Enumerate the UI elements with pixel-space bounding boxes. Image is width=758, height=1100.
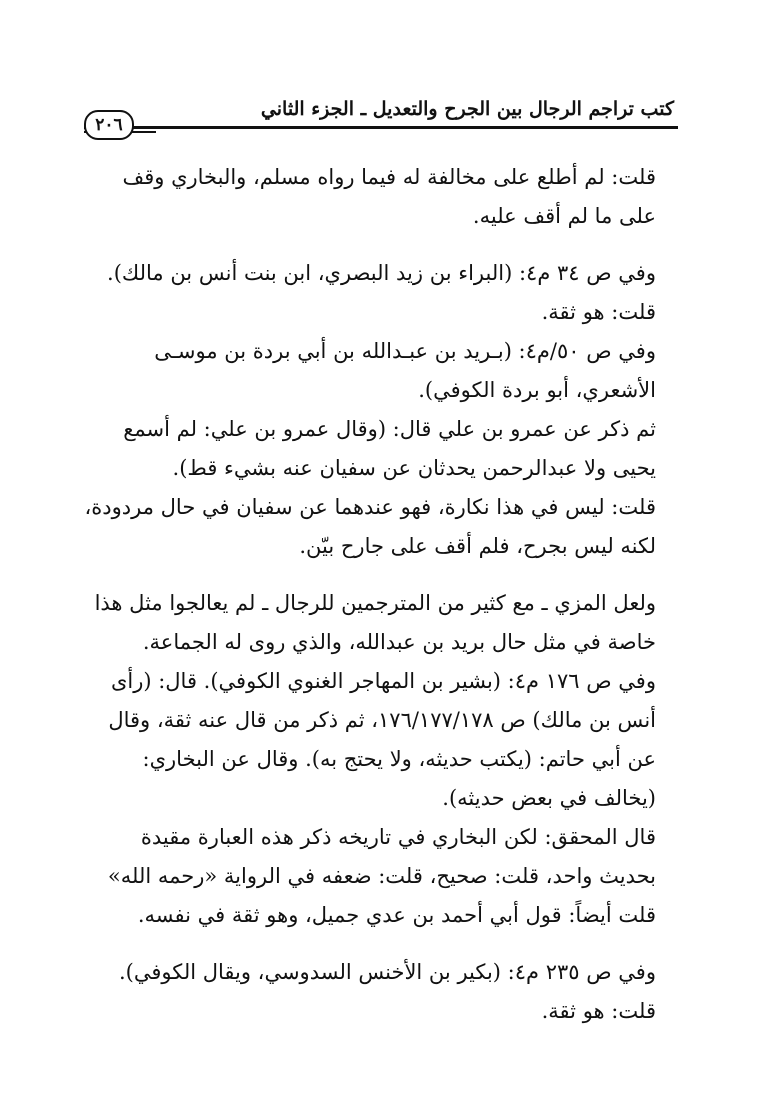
paragraph-9: قال المحقق: لكن البخاري في تاريخه ذكر هذه العبارة مقيدة بحديث واحد، قلت: صحيح، قلت: ضعفه في الرواية «رحمه الله» قلت أيضاً: قول أبي أحمد بن عدي جميل، وهو ثقة في نفسه. [107, 825, 656, 927]
page-number: ٢٠٦ [84, 110, 134, 140]
paragraph-3: قلت: هو ثقة. [541, 300, 656, 324]
running-header [84, 98, 678, 138]
paragraph-7: ولعل المزي ـ مع كثير من المترجمين للرجال ـ لم يعالجوا مثل هذا خاصة في مثل حال بريد بن عبدالله، والذي روى له الجماعة. [94, 591, 656, 654]
paragraph-5: ثم ذكر عن عمرو بن علي قال: (وقال عمرو بن علي: لم أسمع يحيى ولا عبدالرحمن يحدثان عن سفيان عنه بشيء قط). [123, 417, 656, 480]
header-rule [84, 126, 678, 129]
header-title: كتب تراجم الرجال بين الجرح والتعديل ـ الجزء الثاني [260, 98, 674, 120]
paragraph-8: وفي ص ١٧٦ م٤: (بشير بن المهاجر الغنوي الكوفي). قال: (رأى أنس بن مالك) ص ١٧٦/١٧٧/١٧٨، ثم ذكر من قال عنه ثقة، وقال عن أبي حاتم: (يكتب حديثه، ولا يحتج به). وقال عن البخاري: (يخالف في بعض حديثه). [108, 669, 656, 810]
paragraph-10: وفي ص ٢٣٥ م٤: (بكير بن الأخنس السدوسي، ويقال الكوفي). [118, 960, 656, 984]
paragraph-11: قلت: هو ثقة. [541, 999, 656, 1023]
paragraph-6: قلت: ليس في هذا نكارة، فهو عندهما عن سفيان في حال مردودة، لكنه ليس بجرح، فلم أقف على جارح بيّن. [84, 495, 656, 558]
page-body [84, 158, 680, 1031]
paragraph-1: قلت: لم أطلع على مخالفة له فيما رواه مسلم، والبخاري وقف على ما لم أقف عليه. [122, 165, 656, 228]
paragraph-2: وفي ص ٣٤ م٤: (البراء بن زيد البصري، ابن بنت أنس بن مالك). [107, 261, 656, 285]
paragraph-4: وفي ص ٥٠/م٤: (بـريد بن عبـدالله بن أبي بردة بن موسـى الأشعري، أبو بردة الكوفي). [154, 339, 656, 402]
